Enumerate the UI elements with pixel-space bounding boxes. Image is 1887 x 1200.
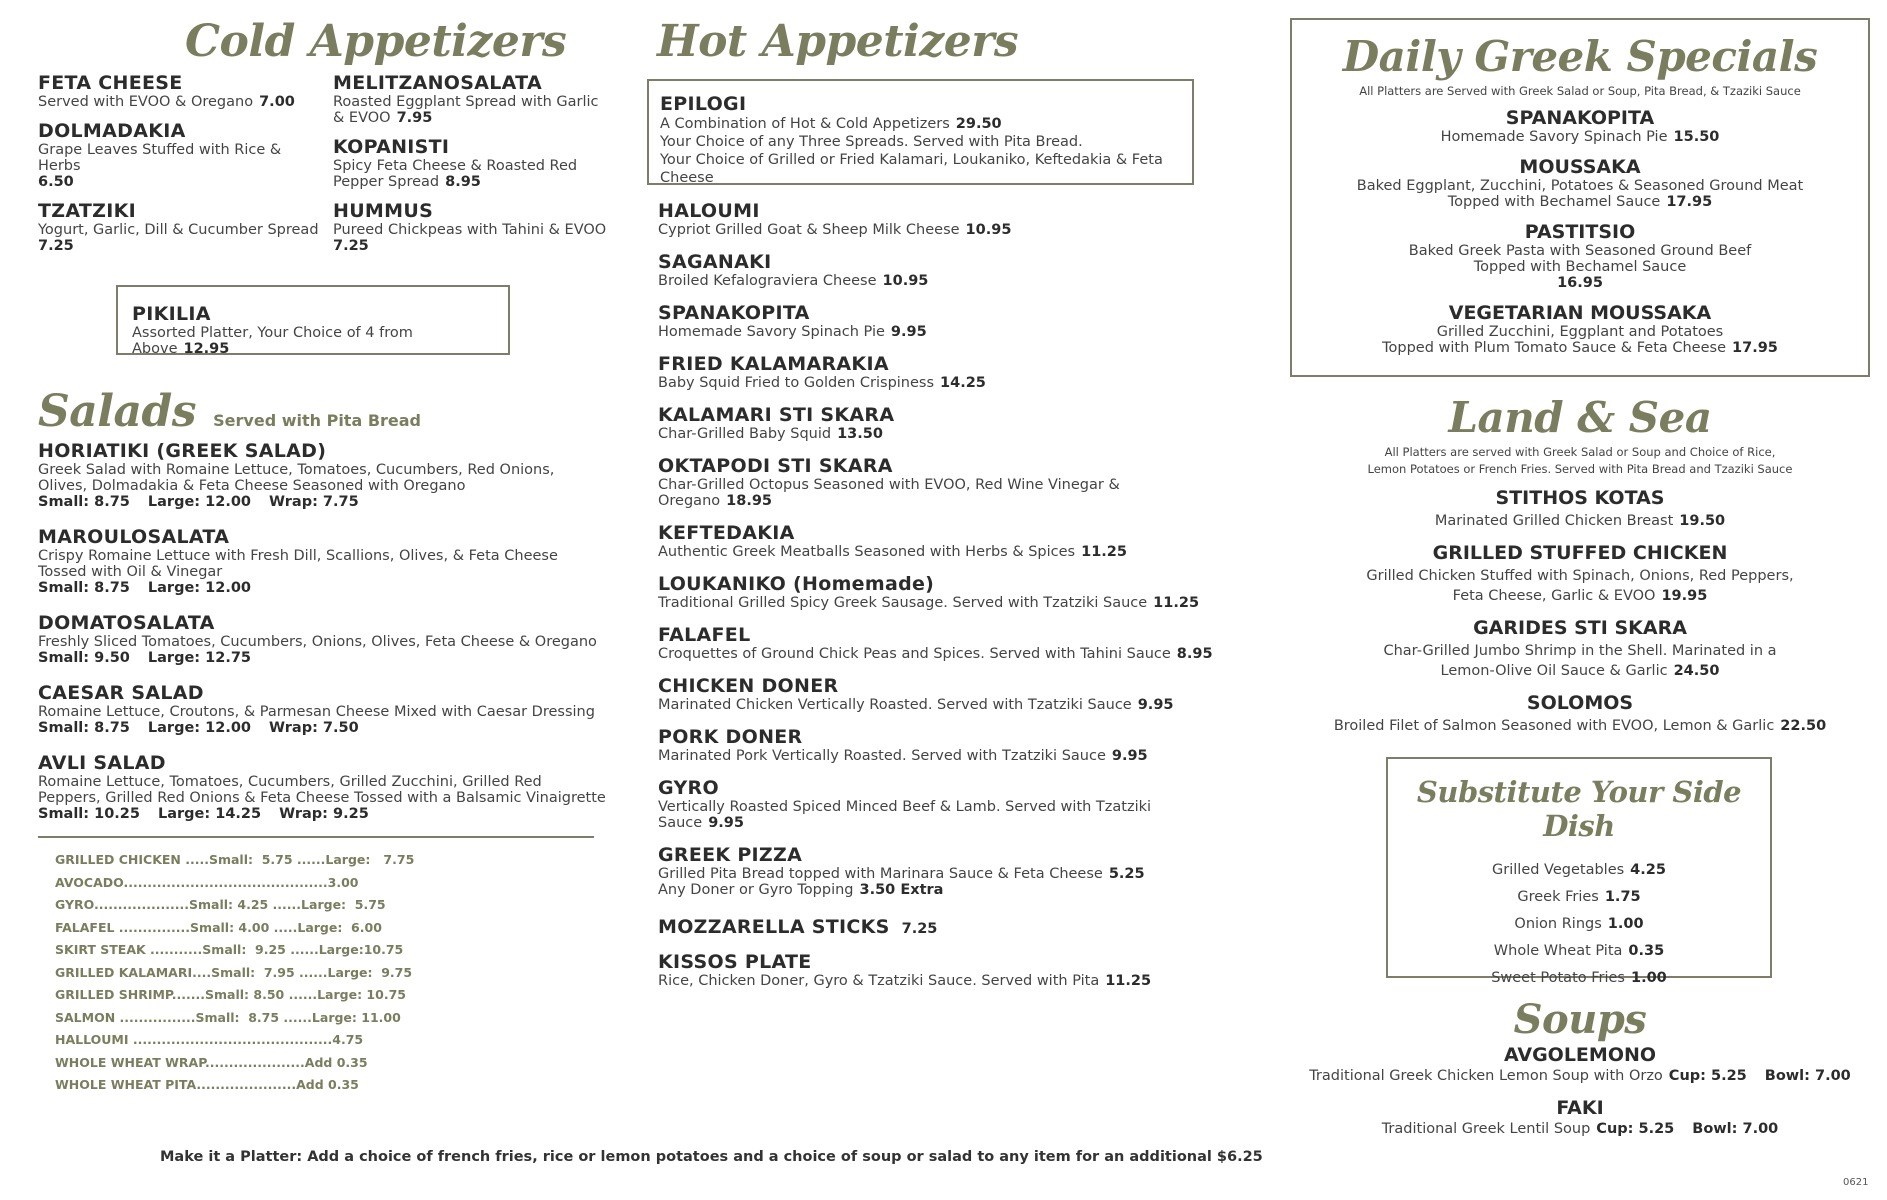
item-name: CHICKEN DONER bbox=[658, 675, 839, 697]
soup-item bbox=[1290, 1045, 1870, 1086]
item-name: SPANAKOPITA bbox=[658, 302, 810, 324]
item-desc: Your Choice of any Three Spreads. Served with Pita Bread. bbox=[660, 134, 1083, 150]
item-desc: Romaine Lettuce, Croutons, & Parmesan Cheese Mixed with Caesar Dressing bbox=[38, 704, 595, 720]
item-name: Greek Fries bbox=[1517, 889, 1599, 905]
item-desc: Crispy Romaine Lettuce with Fresh Dill, Scallions, Olives, & Feta Cheese Tossed with Oil & Vinegar bbox=[38, 548, 558, 580]
item-desc: Grilled Chicken Stuffed with Spinach, Onions, Red Peppers, bbox=[1366, 568, 1794, 584]
addon-item: GRILLED SHRIMP.......Small: 8.50 ......Large: 10.75 bbox=[55, 987, 406, 1002]
item-price: 1.75 bbox=[1604, 889, 1641, 905]
item-name: FAKI bbox=[1556, 1097, 1604, 1119]
platter-note: Make it a Platter: Add a choice of french fries, rice or lemon potatoes and a choice of soup or salad to any item for an additional $6.25 bbox=[160, 1149, 1263, 1165]
item-price: 7.25 bbox=[901, 921, 938, 937]
item-desc: Authentic Greek Meatballs Seasoned with Herbs & Spices bbox=[658, 544, 1076, 560]
size-wrap: Wrap: 9.25 bbox=[279, 806, 369, 822]
item-name: MOZZARELLA STICKS bbox=[658, 916, 890, 938]
menu-item bbox=[38, 72, 323, 110]
special-item bbox=[1292, 222, 1868, 291]
side-item bbox=[1388, 884, 1770, 911]
item-price: 9.95 bbox=[890, 324, 927, 340]
bowl-price: Bowl: 7.00 bbox=[1764, 1068, 1851, 1084]
item-desc: Char-Grilled Baby Squid bbox=[658, 426, 832, 442]
addon-item: GRILLED KALAMARI....Small: 7.95 ......Large: 9.75 bbox=[55, 964, 413, 980]
item-name: MOUSSAKA bbox=[1519, 156, 1641, 178]
menu-item bbox=[658, 455, 1218, 509]
salad-item bbox=[38, 440, 608, 511]
item-name: DOMATOSALATA bbox=[38, 612, 215, 634]
side-item bbox=[1388, 965, 1770, 992]
item-name: OKTAPODI STI SKARA bbox=[658, 455, 893, 477]
menu-item bbox=[333, 136, 608, 190]
menu-item bbox=[658, 624, 1218, 662]
land-sea-note: All Platters are served with Greek Salad or Soup and Choice of Rice, bbox=[1384, 445, 1776, 459]
item-name: HUMMUS bbox=[333, 200, 434, 222]
pikilia-box bbox=[116, 285, 510, 355]
sides-box bbox=[1386, 757, 1772, 986]
specials-title: Daily Greek Specials bbox=[1342, 32, 1818, 81]
item-desc: Baked Eggplant, Zucchini, Potatoes & Seasoned Ground Meat bbox=[1356, 178, 1804, 194]
salads-title: Salads bbox=[38, 386, 197, 437]
item-name: MAROULOSALATA bbox=[38, 526, 230, 548]
item-desc: Freshly Sliced Tomatoes, Cucumbers, Onions, Olives, Feta Cheese & Oregano bbox=[38, 634, 597, 650]
item-desc: Cypriot Grilled Goat & Sheep Milk Cheese bbox=[658, 222, 960, 238]
item-price: 8.95 bbox=[1176, 646, 1213, 662]
addon-item: WHOLE WHEAT PITA.....................Add 0.35 bbox=[55, 1077, 359, 1092]
item-price: 4.25 bbox=[1630, 862, 1666, 878]
item-sizes bbox=[38, 720, 608, 737]
item-name: AVGOLEMONO bbox=[1503, 1044, 1657, 1066]
item-desc: Yogurt, Garlic, Dill & Cucumber Spread bbox=[38, 222, 319, 238]
item-name: EPILOGI bbox=[660, 93, 747, 115]
item-desc: Greek Salad with Romaine Lettuce, Tomatoes, Cucumbers, Red Onions, Olives, Dolmadakia & Feta Cheese Seasoned with Oregano bbox=[38, 462, 555, 494]
item-desc: Char-Grilled Jumbo Shrimp in the Shell. Marinated in a bbox=[1383, 643, 1777, 659]
special-item bbox=[1292, 303, 1868, 356]
item-name: GARIDES STI SKARA bbox=[1473, 617, 1687, 639]
item-price: 11.25 bbox=[1153, 595, 1200, 611]
item-price: 15.50 bbox=[1673, 129, 1720, 145]
special-item bbox=[1292, 157, 1868, 210]
menu-item bbox=[658, 951, 1218, 989]
cold-appetizers-title: Cold Appetizers bbox=[185, 16, 567, 67]
menu-item bbox=[658, 522, 1218, 560]
item-name: FALAFEL bbox=[658, 624, 751, 646]
item-name: KEFTEDAKIA bbox=[658, 522, 795, 544]
item-price: 6.50 bbox=[38, 174, 74, 190]
item-name: Whole Wheat Pita bbox=[1493, 943, 1623, 959]
salad-item bbox=[38, 752, 608, 823]
item-price: 13.50 bbox=[837, 426, 883, 442]
item-price: 11.25 bbox=[1105, 973, 1152, 989]
item-name: LOUKANIKO (Homemade) bbox=[658, 573, 935, 595]
item-desc: Baked Greek Pasta with Seasoned Ground Beef bbox=[1408, 243, 1752, 259]
land-item bbox=[1290, 693, 1870, 736]
item-desc: Marinated Chicken Vertically Roasted. Served with Tzatziki Sauce bbox=[658, 697, 1132, 713]
addon-item: SKIRT STEAK ...........Small: 9.25 ......Large:10.75 bbox=[55, 942, 404, 957]
item-extra: Any Doner or Gyro Topping bbox=[658, 882, 854, 898]
size-large: Large: 12.75 bbox=[147, 650, 252, 666]
cold-left-column bbox=[38, 72, 323, 264]
item-desc: Traditional Greek Lentil Soup bbox=[1381, 1121, 1591, 1137]
item-price: 7.00 bbox=[259, 94, 295, 110]
item-name: KALAMARI STI SKARA bbox=[658, 404, 895, 426]
item-name: AVLI SALAD bbox=[38, 752, 166, 774]
menu-item bbox=[658, 777, 1218, 831]
size-large: Large: 14.25 bbox=[158, 806, 262, 822]
item-name: SOLOMOS bbox=[1526, 692, 1634, 714]
item-desc: Grilled Pita Bread topped with Marinara Sauce & Feta Cheese bbox=[658, 866, 1103, 882]
item-name: CAESAR SALAD bbox=[38, 682, 204, 704]
item-price: 1.00 bbox=[1607, 916, 1644, 932]
item-price: 24.50 bbox=[1673, 663, 1720, 679]
land-sea-note: Lemon Potatoes or French Fries. Served with Pita Bread and Tzaziki Sauce bbox=[1367, 462, 1793, 476]
cold-right-column bbox=[333, 72, 608, 264]
side-item bbox=[1388, 857, 1770, 884]
item-desc: Char-Grilled Octopus Seasoned with EVOO, Red Wine Vinegar & Oregano bbox=[658, 477, 1120, 509]
item-desc: Broiled Filet of Salmon Seasoned with EVOO, Lemon & Garlic bbox=[1333, 718, 1775, 734]
menu-item bbox=[658, 844, 1218, 898]
addon-item: FALAFEL ...............Small: 4.00 .....Large: 6.00 bbox=[55, 919, 382, 935]
land-item bbox=[1290, 618, 1870, 681]
addon-item: GYRO....................Small: 4.25 ......Large: 5.75 bbox=[55, 897, 386, 912]
menu-item bbox=[38, 200, 323, 254]
item-name: HALOUMI bbox=[658, 200, 760, 222]
item-name: SAGANAKI bbox=[658, 251, 772, 273]
epilogi-box bbox=[647, 79, 1194, 185]
salad-item bbox=[38, 682, 608, 737]
menu-item bbox=[658, 675, 1218, 713]
item-name: GREEK PIZZA bbox=[658, 844, 803, 866]
item-desc: Rice, Chicken Doner, Gyro & Tzatziki Sauce. Served with Pita bbox=[658, 973, 1100, 989]
item-name: FETA CHEESE bbox=[38, 72, 183, 94]
size-wrap: Wrap: 7.50 bbox=[269, 720, 359, 736]
cup-price: Cup: 5.25 bbox=[1668, 1068, 1747, 1084]
hot-appetizers-title: Hot Appetizers bbox=[657, 16, 1019, 67]
item-name: FRIED KALAMARAKIA bbox=[658, 353, 889, 375]
item-name: MELITZANOSALATA bbox=[333, 72, 542, 94]
side-item bbox=[1388, 911, 1770, 938]
item-name: STITHOS KOTAS bbox=[1495, 487, 1665, 509]
sides-list bbox=[1388, 857, 1770, 992]
size-large: Large: 12.00 bbox=[147, 720, 252, 736]
item-price: 14.25 bbox=[940, 375, 986, 391]
menu-item bbox=[658, 200, 1218, 238]
side-item bbox=[1388, 938, 1770, 965]
menu-item bbox=[658, 251, 1218, 289]
salad-item bbox=[38, 612, 608, 667]
item-desc: Traditional Grilled Spicy Greek Sausage. Served with Tzatziki Sauce bbox=[658, 595, 1148, 611]
item-name: KISSOS PLATE bbox=[658, 951, 812, 973]
hot-list bbox=[658, 200, 1218, 1002]
item-price: 9.95 bbox=[1111, 748, 1148, 764]
land-item bbox=[1290, 543, 1870, 606]
menu-item bbox=[333, 72, 608, 126]
item-desc: Traditional Greek Chicken Lemon Soup with Orzo bbox=[1309, 1068, 1663, 1084]
item-desc: Homemade Savory Spinach Pie bbox=[658, 324, 885, 340]
specials-box bbox=[1290, 18, 1870, 377]
item-price: 7.25 bbox=[333, 238, 369, 254]
item-sizes bbox=[38, 580, 608, 597]
special-item bbox=[1292, 108, 1868, 145]
size-small: Small: 9.50 bbox=[38, 650, 130, 666]
item-name: HORIATIKI (GREEK SALAD) bbox=[38, 440, 327, 462]
size-small: Small: 8.75 bbox=[38, 720, 130, 736]
menu-item bbox=[658, 916, 1218, 938]
item-price: 0.35 bbox=[1628, 943, 1665, 959]
item-price: 12.95 bbox=[183, 341, 230, 357]
soups-title: Soups bbox=[1513, 996, 1647, 1043]
addon-item: HALLOUMI ..........................................4.75 bbox=[55, 1032, 364, 1047]
item-price: 16.95 bbox=[1557, 275, 1603, 291]
land-sea-title: Land & Sea bbox=[1448, 393, 1712, 442]
item-price: 5.25 bbox=[1108, 866, 1145, 882]
size-large: Large: 12.00 bbox=[147, 580, 252, 596]
item-name: GRILLED STUFFED CHICKEN bbox=[1432, 542, 1728, 564]
item-name: Onion Rings bbox=[1514, 916, 1602, 932]
item-desc: Grilled Zucchini, Eggplant and Potatoes bbox=[1436, 324, 1724, 340]
item-price: 7.25 bbox=[38, 238, 74, 254]
item-price: 19.95 bbox=[1661, 588, 1708, 604]
salad-addons-list bbox=[55, 849, 414, 1097]
item-desc: Grape Leaves Stuffed with Rice & Herbs bbox=[38, 142, 282, 174]
item-sizes bbox=[38, 494, 608, 511]
size-small: Small: 8.75 bbox=[38, 494, 130, 510]
item-desc: Assorted Platter, Your Choice of 4 from Above bbox=[132, 325, 413, 357]
item-price: 17.95 bbox=[1666, 194, 1713, 210]
item-desc: Romaine Lettuce, Tomatoes, Cucumbers, Grilled Zucchini, Grilled Red Peppers, Grilled Red Onions & Feta Cheese Tossed with a Balsamic Vinaigrette bbox=[38, 774, 606, 806]
item-desc: Marinated Pork Vertically Roasted. Served with Tzatziki Sauce bbox=[658, 748, 1106, 764]
item-price: 18.95 bbox=[726, 493, 773, 509]
item-price: 9.95 bbox=[708, 815, 744, 831]
cup-price: Cup: 5.25 bbox=[1596, 1121, 1675, 1137]
bowl-price: Bowl: 7.00 bbox=[1692, 1121, 1779, 1137]
item-name: Grilled Vegetables bbox=[1492, 862, 1625, 878]
salads-divider bbox=[38, 836, 594, 838]
size-large: Large: 12.00 bbox=[147, 494, 252, 510]
item-price: 22.50 bbox=[1780, 718, 1827, 734]
item-name: GYRO bbox=[658, 777, 719, 799]
item-price: 10.95 bbox=[882, 273, 929, 289]
item-price: 10.95 bbox=[965, 222, 1012, 238]
menu-item bbox=[658, 302, 1218, 340]
item-desc: Lemon-Olive Oil Sauce & Garlic bbox=[1440, 663, 1668, 679]
size-small: Small: 10.25 bbox=[38, 806, 140, 822]
item-desc: Served with EVOO & Oregano bbox=[38, 94, 254, 110]
addon-item: WHOLE WHEAT WRAP.....................Add 0.35 bbox=[55, 1054, 368, 1070]
item-desc: Marinated Grilled Chicken Breast bbox=[1434, 513, 1674, 529]
item-desc: Your Choice of Grilled or Fried Kalamari, Loukaniko, Keftedakia & Feta Cheese bbox=[660, 152, 1163, 186]
menu-item bbox=[38, 120, 323, 190]
item-name: Sweet Potato Fries bbox=[1491, 970, 1625, 986]
item-name: PIKILIA bbox=[132, 303, 211, 325]
menu-item bbox=[658, 573, 1218, 611]
item-desc: Topped with Bechamel Sauce bbox=[1473, 259, 1687, 275]
item-price: 1.00 bbox=[1631, 970, 1667, 986]
addon-item: AVOCADO...........................................3.00 bbox=[55, 874, 359, 890]
menu-item bbox=[658, 404, 1218, 442]
item-desc: A Combination of Hot & Cold Appetizers bbox=[660, 116, 950, 132]
item-desc: Vertically Roasted Spiced Minced Beef & Lamb. Served with Tzatziki Sauce bbox=[658, 799, 1152, 831]
item-name: PORK DONER bbox=[658, 726, 803, 748]
item-desc: Spicy Feta Cheese & Roasted Red Pepper Spread bbox=[333, 158, 578, 190]
addon-item: SALMON ................Small: 8.75 ......Large: 11.00 bbox=[55, 1009, 401, 1025]
item-price: 8.95 bbox=[445, 174, 481, 190]
menu-item bbox=[658, 726, 1218, 764]
sides-title: Substitute Your Side Dish bbox=[1416, 775, 1742, 843]
land-item bbox=[1290, 488, 1870, 531]
addon-item: GRILLED CHICKEN .....Small: 5.75 ......Large: 7.75 bbox=[55, 852, 415, 867]
item-price: 17.95 bbox=[1732, 340, 1778, 356]
item-desc: Croquettes of Ground Chick Peas and Spices. Served with Tahini Sauce bbox=[658, 646, 1171, 662]
item-sizes bbox=[38, 806, 608, 823]
item-price: 7.95 bbox=[396, 110, 433, 126]
item-name: KOPANISTI bbox=[333, 136, 450, 158]
item-name: PASTITSIO bbox=[1524, 221, 1636, 243]
land-sea-section bbox=[1290, 393, 1870, 736]
menu-code: 0621 bbox=[1843, 1177, 1869, 1188]
item-price: 29.50 bbox=[955, 116, 1002, 132]
salad-item bbox=[38, 526, 608, 597]
item-desc: Broiled Kefalograviera Cheese bbox=[658, 273, 877, 289]
menu-item bbox=[658, 353, 1218, 391]
salads-header bbox=[38, 386, 421, 437]
item-price: 11.25 bbox=[1081, 544, 1127, 560]
item-sizes bbox=[38, 650, 608, 667]
item-desc: Pureed Chickpeas with Tahini & EVOO bbox=[333, 222, 607, 238]
item-price: 19.50 bbox=[1679, 513, 1726, 529]
item-desc: Baby Squid Fried to Golden Crispiness bbox=[658, 375, 935, 391]
menu-item bbox=[333, 200, 608, 254]
soup-item bbox=[1290, 1098, 1870, 1139]
item-extra-price: 3.50 Extra bbox=[859, 882, 944, 898]
item-name: VEGETARIAN MOUSSAKA bbox=[1448, 302, 1712, 324]
salads-list bbox=[38, 440, 608, 838]
item-name: DOLMADAKIA bbox=[38, 120, 186, 142]
salads-subtitle: Served with Pita Bread bbox=[213, 411, 421, 430]
item-price: 9.95 bbox=[1137, 697, 1174, 713]
size-small: Small: 8.75 bbox=[38, 580, 130, 596]
item-desc: Topped with Bechamel Sauce bbox=[1447, 194, 1661, 210]
item-name: SPANAKOPITA bbox=[1505, 107, 1655, 129]
item-name: TZATZIKI bbox=[38, 200, 136, 222]
item-desc: Homemade Savory Spinach Pie bbox=[1440, 129, 1668, 145]
specials-note: All Platters are Served with Greek Salad or Soup, Pita Bread, & Tzaziki Sauce bbox=[1359, 84, 1801, 98]
soups-section bbox=[1290, 996, 1870, 1139]
size-wrap: Wrap: 7.75 bbox=[269, 494, 359, 510]
item-desc: Feta Cheese, Garlic & EVOO bbox=[1452, 588, 1656, 604]
item-desc: Topped with Plum Tomato Sauce & Feta Cheese bbox=[1382, 340, 1727, 356]
item-desc: Roasted Eggplant Spread with Garlic & EVOO bbox=[333, 94, 599, 126]
